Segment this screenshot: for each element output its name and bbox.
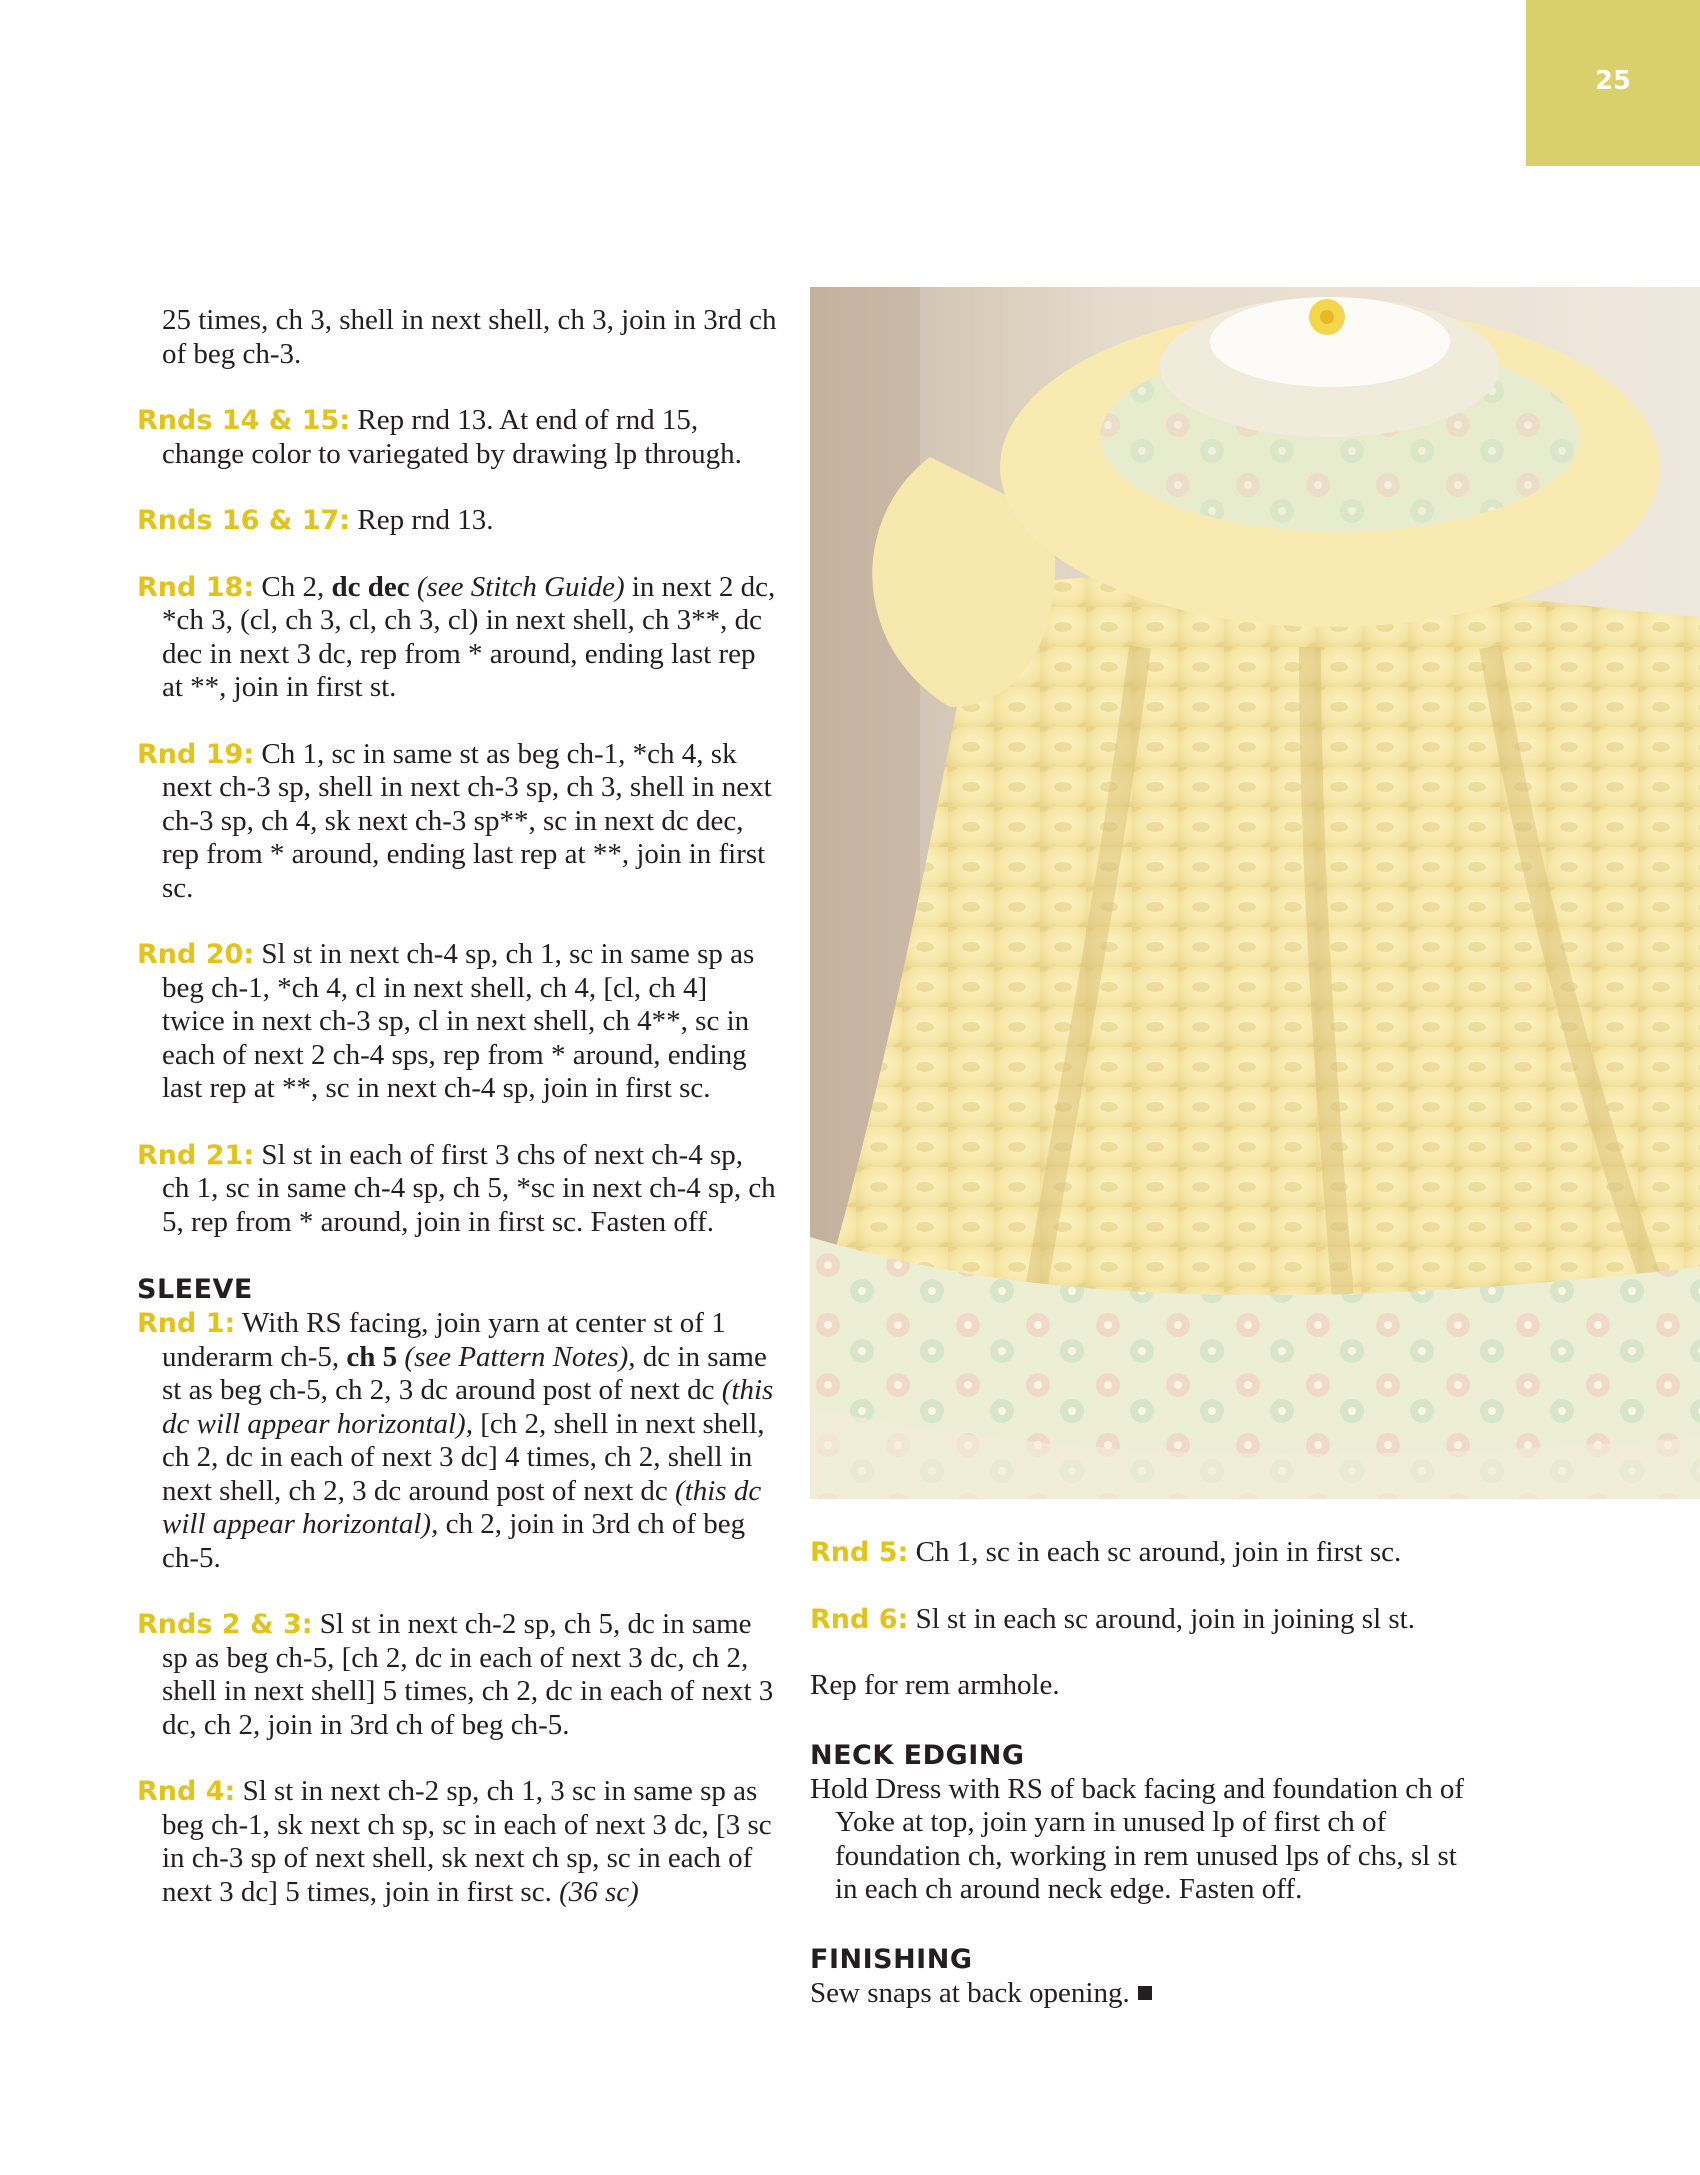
instruction-rnds-14-15: Rnds 14 & 15: Rep rnd 13. At end of rnd 15, change color to variegated by drawing lp through. (137, 404, 742, 470)
section-heading-sleeve: SLEEVE (137, 1274, 253, 1305)
right-column (810, 1536, 1470, 2043)
instruction-sleeve-rnd-1: Rnd 1: With RS facing, join yarn at center st of 1 underarm ch-5, ch 5 (see Pattern Notes), dc in same st as beg ch-5, ch 2, 3 dc around post of next dc (this dc will appear horizontal), [ch 2, shell in next shell, ch 2, dc in each of next 3 dc] 4 times, ch 2, shell in next shell, ch 2, 3 dc around post of next dc (this dc will appear horizontal), ch 2, join in 3rd ch of beg ch-5. (137, 1307, 774, 1574)
left-column (137, 304, 777, 1942)
section-heading-finishing: FINISHING (810, 1943, 973, 1975)
crochet-dress-photo (810, 287, 1700, 1499)
instruction-sleeve-rnd-4: Rnd 4: Sl st in next ch-2 sp, ch 1, 3 sc in same sp as beg ch-1, sk next ch sp, sc in each of next 3 dc, [3 sc in ch-3 sp of next shell, sk next ch sp, sc in each of next 3 dc] 5 times, join in first sc. (36 sc) (137, 1775, 772, 1908)
instruction-rnd-20: Rnd 20: Sl st in next ch-4 sp, ch 1, sc in same sp as beg ch-1, *ch 4, cl in next shell, ch 4, [cl, ch 4] twice in next ch-3 sp, cl in next shell, ch 4**, sc in each of next 2 ch-4 sps, rep from * around, ending last rep at **, sc in next ch-4 sp, join in first sc. (137, 938, 755, 1104)
page-number: 25 (1594, 66, 1632, 96)
page-number-tab (1526, 0, 1700, 166)
instruction-sleeve-rnds-2-3: Rnds 2 & 3: Sl st in next ch-2 sp, ch 5, dc in same sp as beg ch-5, [ch 2, dc in each of next 3 dc, ch 2, shell in next shell] 5 times, ch 2, dc in each of next 3 dc, ch 2, join in 3rd ch of beg ch-5. (137, 1608, 774, 1741)
instruction-sleeve-rnd-5: Rnd 5: Ch 1, sc in each sc around, join in first sc. (810, 1536, 1402, 1568)
round-label: Rnd 6: (810, 1603, 909, 1635)
instruction-paragraph: 25 times, ch 3, shell in next shell, ch 3, join in 3rd ch of beg ch-3. (162, 304, 777, 370)
instruction-rnd-18: Rnd 18: Ch 2, dc dec (see Stitch Guide) in next 2 dc, *ch 3, (cl, ch 3, cl, ch 3, cl) in next shell, ch 3**, dc dec in next 3 dc, rep from * around, ending last rep at **, join in first st. (137, 570, 776, 703)
round-label: Rnds 16 & 17: (137, 505, 351, 536)
end-square-icon (1138, 1986, 1152, 2000)
instruction-neck-edging: Hold Dress with RS of back facing and foundation ch of Yoke at top, join yarn in unused lp of first ch of foundation ch, working in rem unused lps of chs, sl st in each ch around neck edge. Fasten off. (810, 1772, 1464, 1905)
round-label: Rnd 4: (137, 1776, 236, 1807)
instruction-sleeve-rnd-6: Rnd 6: Sl st in each sc around, join in joining sl st. (810, 1602, 1415, 1635)
section-heading-neck-edging: NECK EDGING (810, 1739, 1025, 1771)
instruction-rnd-21: Rnd 21: Sl st in each of first 3 chs of next ch-4 sp, ch 1, sc in same ch-4 sp, ch 5, *sc in next ch-4 sp, ch 5, rep from * around, join in first sc. Fasten off. (137, 1138, 776, 1238)
instruction-repeat: Rep for rem armhole. (810, 1669, 1060, 1701)
round-label: Rnd 1: (137, 1308, 236, 1339)
round-label: Rnd 18: (137, 571, 255, 603)
round-label: Rnds 2 & 3: (137, 1609, 313, 1640)
round-label: Rnds 14 & 15: (137, 405, 351, 436)
instruction-rnd-19: Rnd 19: Ch 1, sc in same st as beg ch-1, *ch 4, sk next ch-3 sp, shell in next ch-3 sp, ch 3, shell in next ch-3 sp, ch 4, sk next ch-3 sp**, sc in next dc dec, rep from * around, ending last rep at **, join in first sc. (137, 737, 772, 904)
instruction-finishing: Sew snaps at back opening. (810, 1977, 1470, 2011)
instruction-rnds-16-17: Rnds 16 & 17: Rep rnd 13. (137, 504, 494, 536)
round-label: Rnd 19: (137, 738, 255, 770)
round-label: Rnd 5: (810, 1537, 909, 1568)
round-label: Rnd 21: (137, 1139, 255, 1171)
round-label: Rnd 20: (137, 939, 255, 970)
